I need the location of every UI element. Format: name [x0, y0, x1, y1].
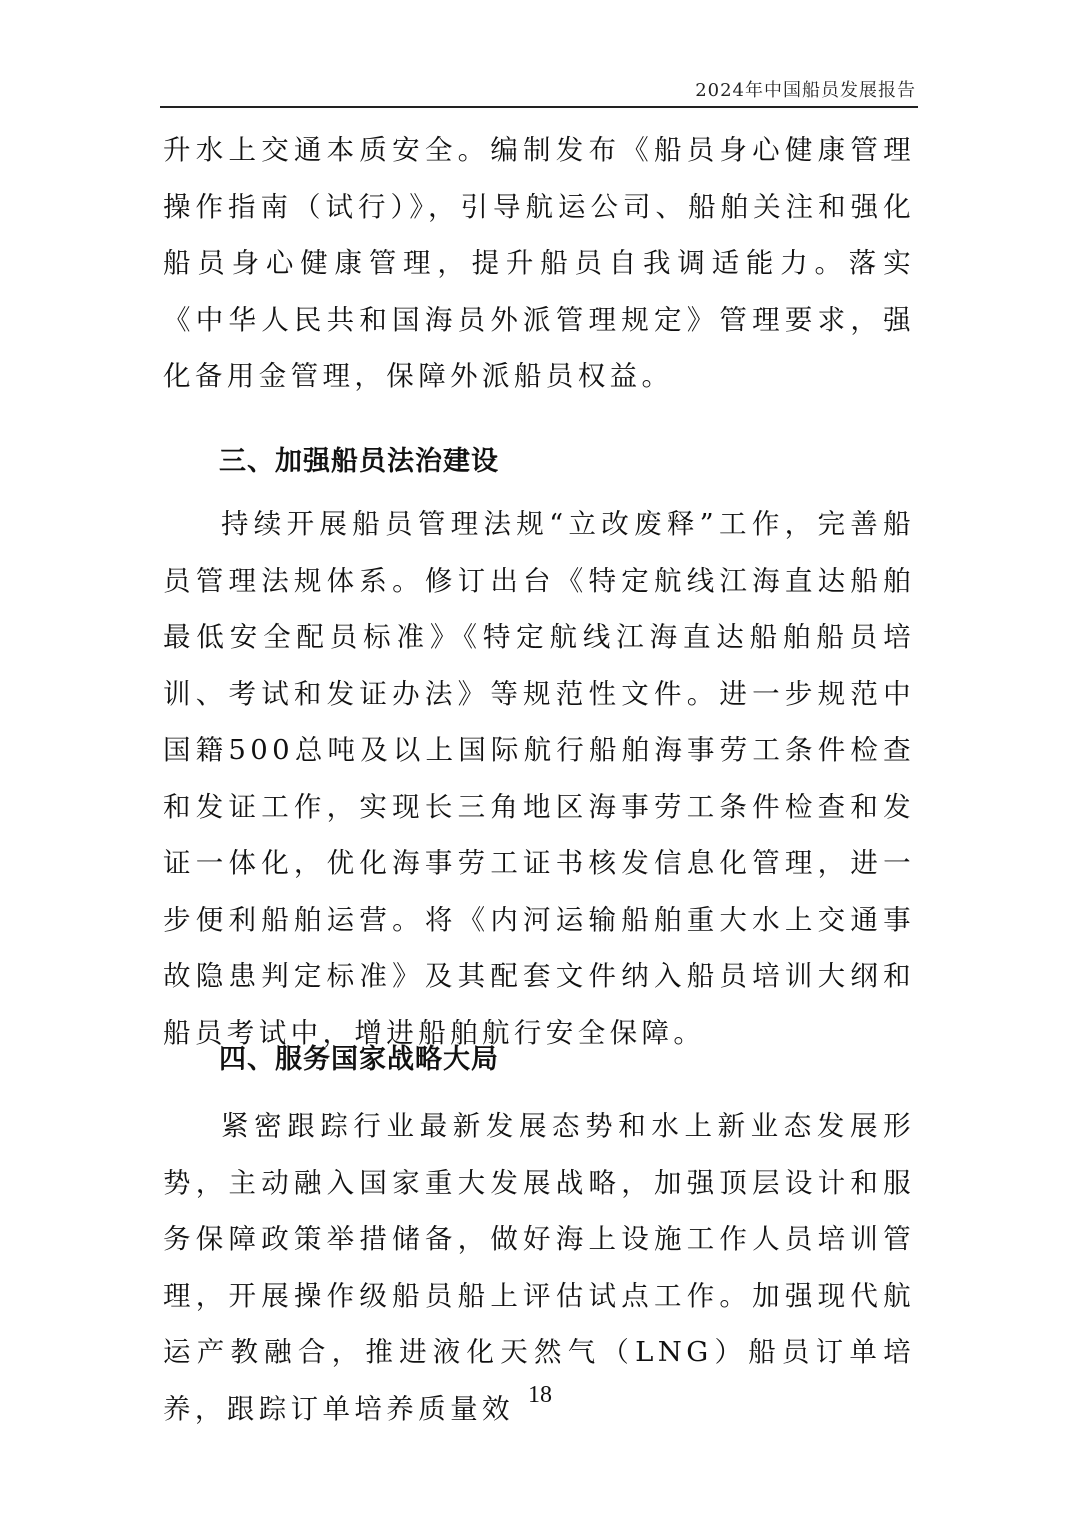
page-number: 18 — [528, 1382, 552, 1408]
paragraph-legal-construction: 持续开展船员管理法规“立改废释”工作，完善船员管理法规体系。修订出台《特定航线江海直达船舶最低安全配员标准》《特定航线江海直达船舶船员培训、考试和发证办法》等规范性文件。进一步规范中国籍500总吨及以上国际航行船舶海事劳工条件检查和发证工作，实现长三角地区海事劳工条件检查和发证一体化，优化海事劳工证书核发信息化管理，进一步便利船舶运营。将《内河运输船舶重大水上交通事故隐患判定标准》及其配套文件纳入船员培训大纲和船员考试中，增进船舶航行安全保障。 — [163, 508, 915, 1049]
paragraph-continued: 升水上交通本质安全。编制发布《船员身心健康管理操作指南（试行）》，引导航运公司、船舶关注和强化船员身心健康管理，提升船员自我调适能力。落实《中华人民共和国海员外派管理规定》管理要求，强化备用金管理，保障外派船员权益。 — [163, 134, 915, 392]
report-title: 2024年中国船员发展报告 — [695, 80, 916, 101]
section-heading-4: 四、服务国家战略大局 — [219, 1044, 499, 1075]
section-heading-3: 三、加强船员法治建设 — [219, 446, 499, 477]
paragraph-national-strategy: 紧密跟踪行业最新发展态势和水上新业态发展形势，主动融入国家重大发展战略，加强顶层设计和服务保障政策举措储备，做好海上设施工作人员培训管理，开展操作级船员船上评估试点工作。加强现代航运产教融合，推进液化天然气（LNG）船员订单培养，跟踪订单培养质量效 — [163, 1110, 915, 1425]
page-header — [160, 76, 918, 108]
